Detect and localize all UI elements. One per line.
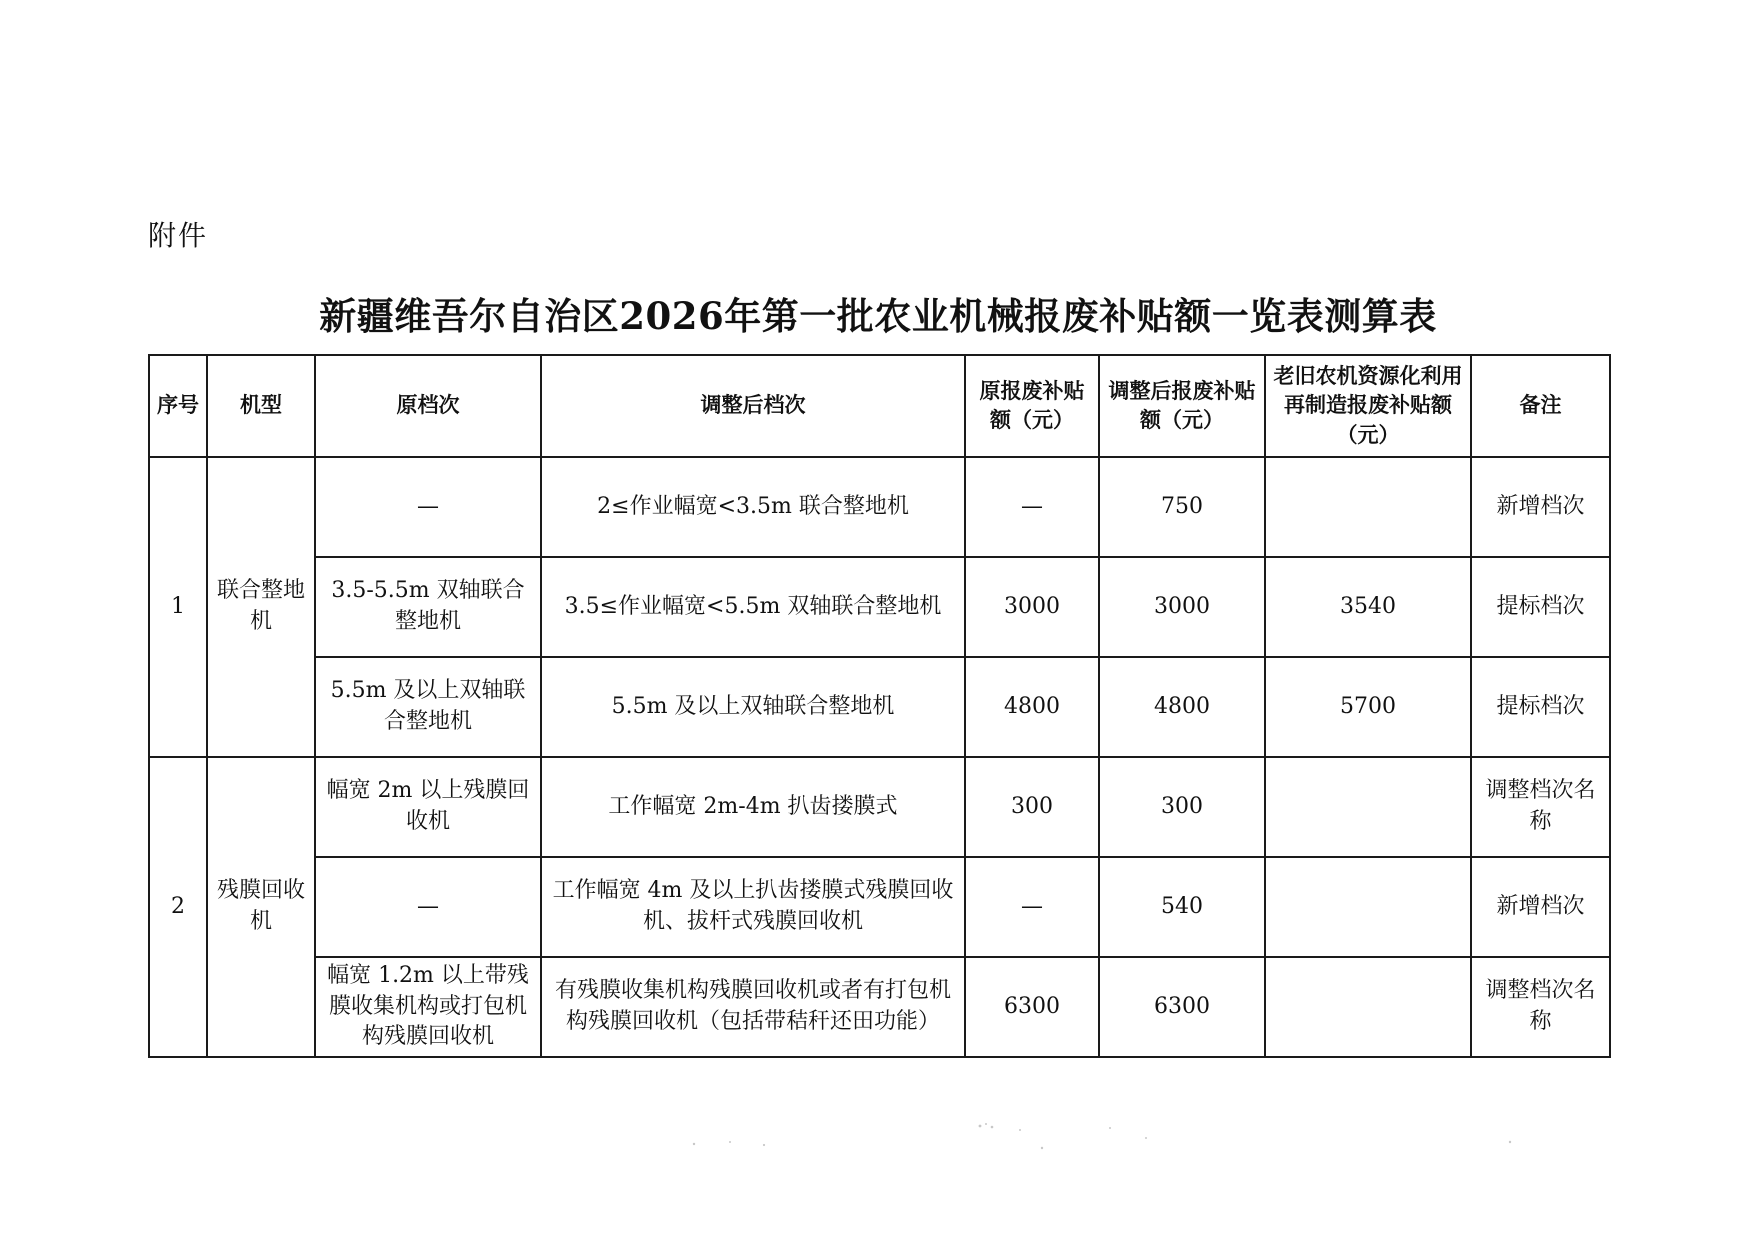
note-cell: 调整档次名称 (1471, 757, 1610, 857)
new-grade-cell: 5.5m 及以上双轴联合整地机 (541, 657, 965, 757)
old-grade-cell: — (315, 857, 541, 957)
table-row (149, 457, 1610, 557)
new-grade-cell: 工作幅宽 4m 及以上扒齿搂膜式残膜回收机、拔杆式残膜回收机 (541, 857, 965, 957)
model-cell: 残膜回收机 (207, 757, 315, 1057)
header-old-amount: 原报废补贴额（元） (965, 355, 1099, 457)
note-cell: 新增档次 (1471, 457, 1610, 557)
note-cell: 提标档次 (1471, 657, 1610, 757)
reman-amount-cell (1265, 857, 1471, 957)
old-amount-cell: 300 (965, 757, 1099, 857)
reman-amount-cell (1265, 957, 1471, 1057)
new-grade-cell: 有残膜收集机构残膜回收机或者有打包机构残膜回收机（包括带秸秆还田功能） (541, 957, 965, 1057)
old-grade-cell: 3.5-5.5m 双轴联合整地机 (315, 557, 541, 657)
attachment-label: 附件 (148, 219, 209, 252)
new-amount-cell: 6300 (1099, 957, 1265, 1057)
reman-amount-cell: 5700 (1265, 657, 1471, 757)
header-new-amount: 调整后报废补贴额（元） (1099, 355, 1265, 457)
reman-amount-cell: 3540 (1265, 557, 1471, 657)
header-old-grade: 原档次 (315, 355, 541, 457)
new-grade-cell: 工作幅宽 2m-4m 扒齿搂膜式 (541, 757, 965, 857)
note-cell: 提标档次 (1471, 557, 1610, 657)
new-grade-cell: 2≤作业幅宽<3.5m 联合整地机 (541, 457, 965, 557)
table-header-row (149, 355, 1610, 457)
old-grade-cell: 5.5m 及以上双轴联合整地机 (315, 657, 541, 757)
table-row (149, 657, 1610, 757)
old-grade-cell: 幅宽 1.2m 以上带残膜收集机构或打包机构残膜回收机 (315, 957, 541, 1057)
old-amount-cell: 4800 (965, 657, 1099, 757)
subsidy-table (148, 354, 1611, 1058)
note-cell: 新增档次 (1471, 857, 1610, 957)
table-row (149, 557, 1610, 657)
model-cell: 联合整地机 (207, 457, 315, 757)
header-model: 机型 (207, 355, 315, 457)
new-amount-cell: 3000 (1099, 557, 1265, 657)
old-grade-cell: — (315, 457, 541, 557)
old-amount-cell: — (965, 457, 1099, 557)
table-row (149, 857, 1610, 957)
header-reman-amount: 老旧农机资源化利用再制造报废补贴额（元） (1265, 355, 1471, 457)
old-grade-cell: 幅宽 2m 以上残膜回收机 (315, 757, 541, 857)
seq-cell: 2 (149, 757, 207, 1057)
header-seq: 序号 (149, 355, 207, 457)
new-amount-cell: 750 (1099, 457, 1265, 557)
old-amount-cell: 6300 (965, 957, 1099, 1057)
document-title: 新疆维吾尔自治区2026年第一批农业机械报废补贴额一览表测算表 (319, 294, 1437, 338)
new-amount-cell: 300 (1099, 757, 1265, 857)
scan-noise-decoration (690, 1108, 1550, 1168)
table-row (149, 957, 1610, 1057)
new-grade-cell: 3.5≤作业幅宽<5.5m 双轴联合整地机 (541, 557, 965, 657)
header-new-grade: 调整后档次 (541, 355, 965, 457)
new-amount-cell: 4800 (1099, 657, 1265, 757)
seq-cell: 1 (149, 457, 207, 757)
header-note: 备注 (1471, 355, 1610, 457)
old-amount-cell: 3000 (965, 557, 1099, 657)
new-amount-cell: 540 (1099, 857, 1265, 957)
old-amount-cell: — (965, 857, 1099, 957)
reman-amount-cell (1265, 457, 1471, 557)
note-cell: 调整档次名称 (1471, 957, 1610, 1057)
table-row (149, 757, 1610, 857)
reman-amount-cell (1265, 757, 1471, 857)
